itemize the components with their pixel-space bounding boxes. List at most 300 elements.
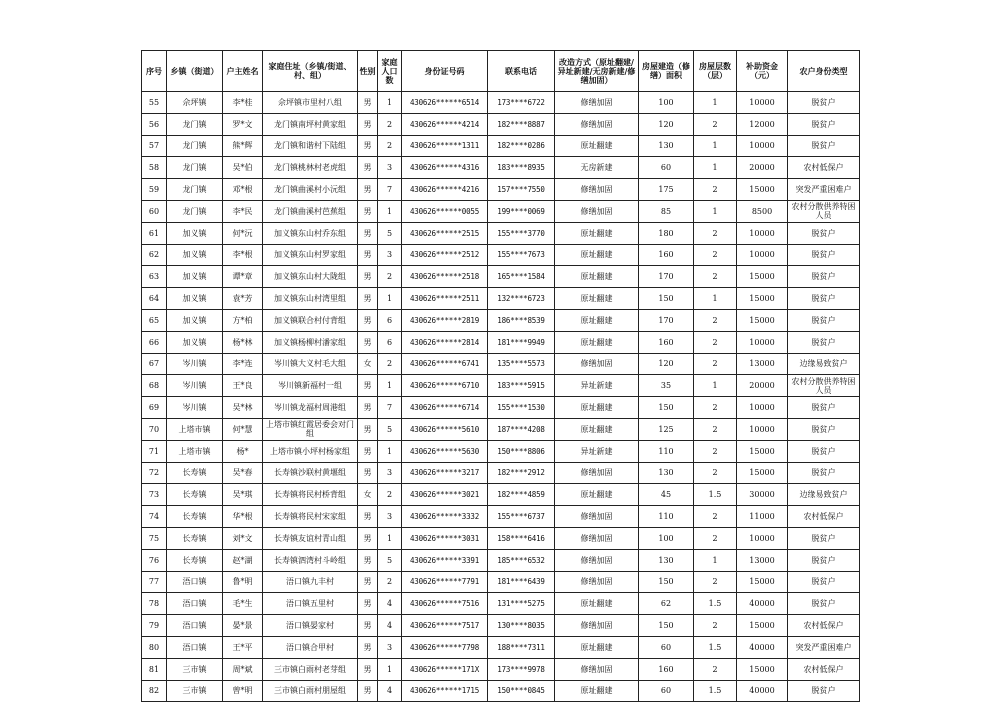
cell-subsidy: 15000 <box>737 440 788 462</box>
cell-town: 长寿镇 <box>167 527 223 549</box>
cell-area: 125 <box>639 418 694 440</box>
cell-address: 佘坪镇市里村八组 <box>263 92 358 114</box>
cell-floors: 1.5 <box>694 593 737 615</box>
cell-method: 异址新建 <box>555 375 639 397</box>
cell-area: 45 <box>639 484 694 506</box>
table-row <box>142 615 860 637</box>
table-header <box>142 51 860 92</box>
cell-address: 浯口镇合甲村 <box>263 636 358 658</box>
cell-town: 浯口镇 <box>167 636 223 658</box>
cell-name: 邓*根 <box>223 179 263 201</box>
cell-identity: 脱贫户 <box>788 527 860 549</box>
cell-no: 82 <box>142 680 167 702</box>
table-row <box>142 92 860 114</box>
cell-name: 周*斌 <box>223 658 263 680</box>
cell-household-size: 2 <box>378 353 402 375</box>
cell-no: 64 <box>142 288 167 310</box>
cell-floors: 2 <box>694 266 737 288</box>
cell-identity: 脱贫户 <box>788 331 860 353</box>
cell-name: 华*根 <box>223 506 263 528</box>
cell-identity: 农村低保户 <box>788 506 860 528</box>
cell-floors: 2 <box>694 418 737 440</box>
cell-id-no: 430626******2512 <box>402 244 488 266</box>
cell-town: 三市镇 <box>167 658 223 680</box>
cell-town: 浯口镇 <box>167 571 223 593</box>
cell-address: 三市镇白雨村朋屋组 <box>263 680 358 702</box>
cell-area: 175 <box>639 179 694 201</box>
cell-household-size: 1 <box>378 375 402 397</box>
cell-identity: 脱贫户 <box>788 593 860 615</box>
cell-floors: 1 <box>694 135 737 157</box>
cell-gender: 男 <box>358 200 378 222</box>
cell-method: 原址翻建 <box>555 680 639 702</box>
cell-phone: 155****1530 <box>488 397 555 419</box>
cell-address: 上塔市镇红霞居委会对门组 <box>263 418 358 440</box>
cell-area: 130 <box>639 549 694 571</box>
cell-identity: 脱贫户 <box>788 397 860 419</box>
cell-identity: 脱贫户 <box>788 113 860 135</box>
cell-id-no: 430626******2515 <box>402 222 488 244</box>
cell-phone: 155****7673 <box>488 244 555 266</box>
cell-id-no: 430626******7798 <box>402 636 488 658</box>
cell-identity: 脱贫户 <box>788 92 860 114</box>
cell-subsidy: 12000 <box>737 113 788 135</box>
cell-floors: 1 <box>694 92 737 114</box>
cell-floors: 1.5 <box>694 484 737 506</box>
col-header-address: 家庭住址（乡镇/街道、村、组） <box>263 51 358 92</box>
cell-household-size: 5 <box>378 222 402 244</box>
cell-identity: 脱贫户 <box>788 135 860 157</box>
cell-floors: 1.5 <box>694 636 737 658</box>
cell-address: 岑川镇大义村毛大组 <box>263 353 358 375</box>
cell-identity: 突发严重困难户 <box>788 636 860 658</box>
cell-floors: 2 <box>694 462 737 484</box>
cell-method: 无房新建 <box>555 157 639 179</box>
col-header-phone: 联系电话 <box>488 51 555 92</box>
cell-area: 130 <box>639 462 694 484</box>
cell-name: 李*根 <box>223 244 263 266</box>
cell-id-no: 430626******3391 <box>402 549 488 571</box>
cell-address: 岑川镇龙福村周港组 <box>263 397 358 419</box>
cell-subsidy: 15000 <box>737 309 788 331</box>
cell-phone: 173****9978 <box>488 658 555 680</box>
cell-name: 王*平 <box>223 636 263 658</box>
cell-no: 78 <box>142 593 167 615</box>
cell-town: 长寿镇 <box>167 462 223 484</box>
cell-method: 原址翻建 <box>555 266 639 288</box>
cell-id-no: 430626******3031 <box>402 527 488 549</box>
col-header-identity: 农户身份类型 <box>788 51 860 92</box>
table-row <box>142 222 860 244</box>
cell-address: 加义镇东山村罗家组 <box>263 244 358 266</box>
cell-household-size: 2 <box>378 266 402 288</box>
cell-area: 130 <box>639 135 694 157</box>
table-row <box>142 418 860 440</box>
cell-phone: 155****6737 <box>488 506 555 528</box>
cell-town: 加义镇 <box>167 222 223 244</box>
cell-subsidy: 20000 <box>737 157 788 179</box>
table-row <box>142 571 860 593</box>
table-row <box>142 244 860 266</box>
cell-phone: 135****5573 <box>488 353 555 375</box>
cell-gender: 男 <box>358 309 378 331</box>
cell-town: 加义镇 <box>167 288 223 310</box>
cell-floors: 1 <box>694 288 737 310</box>
cell-address: 浯口镇九丰村 <box>263 571 358 593</box>
cell-area: 62 <box>639 593 694 615</box>
cell-gender: 男 <box>358 571 378 593</box>
table-row <box>142 288 860 310</box>
cell-household-size: 4 <box>378 615 402 637</box>
cell-no: 73 <box>142 484 167 506</box>
cell-gender: 男 <box>358 397 378 419</box>
cell-subsidy: 10000 <box>737 222 788 244</box>
cell-identity: 脱贫户 <box>788 309 860 331</box>
cell-id-no: 430626******5610 <box>402 418 488 440</box>
cell-id-no: 430626******6514 <box>402 92 488 114</box>
cell-subsidy: 13000 <box>737 549 788 571</box>
cell-name: 鲁*明 <box>223 571 263 593</box>
cell-subsidy: 10000 <box>737 92 788 114</box>
cell-area: 160 <box>639 331 694 353</box>
cell-household-size: 3 <box>378 244 402 266</box>
cell-gender: 男 <box>358 113 378 135</box>
cell-identity: 边缘易致贫户 <box>788 484 860 506</box>
cell-no: 72 <box>142 462 167 484</box>
cell-subsidy: 10000 <box>737 331 788 353</box>
cell-address: 龙门镇桃林村老虎组 <box>263 157 358 179</box>
cell-floors: 2 <box>694 244 737 266</box>
cell-method: 修缮加固 <box>555 113 639 135</box>
cell-method: 原址翻建 <box>555 636 639 658</box>
cell-gender: 男 <box>358 179 378 201</box>
cell-floors: 2 <box>694 571 737 593</box>
cell-id-no: 430626******7517 <box>402 615 488 637</box>
cell-id-no: 430626******1311 <box>402 135 488 157</box>
cell-id-no: 430626******3021 <box>402 484 488 506</box>
cell-identity: 脱贫户 <box>788 571 860 593</box>
cell-method: 修缮加固 <box>555 658 639 680</box>
cell-floors: 1.5 <box>694 680 737 702</box>
cell-identity: 农村低保户 <box>788 157 860 179</box>
cell-area: 60 <box>639 636 694 658</box>
cell-subsidy: 10000 <box>737 135 788 157</box>
cell-subsidy: 15000 <box>737 179 788 201</box>
table-row <box>142 440 860 462</box>
cell-town: 岑川镇 <box>167 353 223 375</box>
cell-household-size: 5 <box>378 549 402 571</box>
cell-no: 58 <box>142 157 167 179</box>
cell-method: 修缮加固 <box>555 549 639 571</box>
cell-identity: 脱贫户 <box>788 288 860 310</box>
cell-household-size: 6 <box>378 309 402 331</box>
cell-no: 79 <box>142 615 167 637</box>
cell-id-no: 430626******3217 <box>402 462 488 484</box>
cell-name: 何*慧 <box>223 418 263 440</box>
cell-phone: 183****5915 <box>488 375 555 397</box>
cell-subsidy: 15000 <box>737 462 788 484</box>
cell-area: 170 <box>639 309 694 331</box>
cell-phone: 132****6723 <box>488 288 555 310</box>
table-row <box>142 179 860 201</box>
cell-id-no: 430626******4316 <box>402 157 488 179</box>
cell-no: 59 <box>142 179 167 201</box>
cell-name: 杨* <box>223 440 263 462</box>
cell-household-size: 6 <box>378 331 402 353</box>
cell-id-no: 430626******4214 <box>402 113 488 135</box>
cell-floors: 2 <box>694 222 737 244</box>
cell-method: 修缮加固 <box>555 571 639 593</box>
col-header-floors: 房屋层数（层） <box>694 51 737 92</box>
cell-town: 岑川镇 <box>167 397 223 419</box>
cell-id-no: 430626******6714 <box>402 397 488 419</box>
cell-name: 袁*芳 <box>223 288 263 310</box>
cell-town: 加义镇 <box>167 244 223 266</box>
cell-subsidy: 15000 <box>737 615 788 637</box>
cell-household-size: 7 <box>378 397 402 419</box>
cell-name: 罗*文 <box>223 113 263 135</box>
cell-method: 原址翻建 <box>555 331 639 353</box>
cell-identity: 脱贫户 <box>788 549 860 571</box>
cell-phone: 182****0286 <box>488 135 555 157</box>
cell-floors: 1 <box>694 157 737 179</box>
cell-household-size: 2 <box>378 135 402 157</box>
cell-gender: 男 <box>358 92 378 114</box>
cell-gender: 女 <box>358 484 378 506</box>
cell-identity: 脱贫户 <box>788 222 860 244</box>
cell-id-no: 430626******6710 <box>402 375 488 397</box>
cell-phone: 173****6722 <box>488 92 555 114</box>
cell-identity: 农村低保户 <box>788 615 860 637</box>
table-row <box>142 353 860 375</box>
cell-method: 原址翻建 <box>555 244 639 266</box>
cell-method: 修缮加固 <box>555 200 639 222</box>
cell-floors: 1 <box>694 200 737 222</box>
cell-gender: 男 <box>358 440 378 462</box>
table-row <box>142 113 860 135</box>
cell-subsidy: 15000 <box>737 571 788 593</box>
subsidy-table-sheet <box>141 50 859 702</box>
cell-no: 71 <box>142 440 167 462</box>
cell-area: 150 <box>639 288 694 310</box>
cell-floors: 2 <box>694 331 737 353</box>
cell-id-no: 430626******4216 <box>402 179 488 201</box>
cell-id-no: 430626******171X <box>402 658 488 680</box>
cell-name: 毛*生 <box>223 593 263 615</box>
cell-subsidy: 10000 <box>737 418 788 440</box>
cell-gender: 男 <box>358 331 378 353</box>
cell-household-size: 1 <box>378 200 402 222</box>
cell-address: 加义镇联合村付背组 <box>263 309 358 331</box>
cell-gender: 男 <box>358 593 378 615</box>
cell-name: 李*连 <box>223 353 263 375</box>
cell-household-size: 7 <box>378 179 402 201</box>
cell-floors: 1 <box>694 549 737 571</box>
cell-gender: 男 <box>358 222 378 244</box>
cell-phone: 188****7311 <box>488 636 555 658</box>
cell-address: 加义镇东山村乔东组 <box>263 222 358 244</box>
cell-method: 原址翻建 <box>555 309 639 331</box>
cell-phone: 130****8035 <box>488 615 555 637</box>
cell-gender: 男 <box>358 418 378 440</box>
cell-method: 原址翻建 <box>555 135 639 157</box>
cell-phone: 181****9949 <box>488 331 555 353</box>
cell-address: 长寿镇将民村桥背组 <box>263 484 358 506</box>
cell-floors: 1 <box>694 375 737 397</box>
cell-no: 62 <box>142 244 167 266</box>
cell-method: 原址翻建 <box>555 288 639 310</box>
cell-address: 龙门镇和谐村下陆组 <box>263 135 358 157</box>
cell-no: 61 <box>142 222 167 244</box>
cell-no: 76 <box>142 549 167 571</box>
cell-gender: 男 <box>358 506 378 528</box>
cell-gender: 男 <box>358 527 378 549</box>
cell-floors: 2 <box>694 506 737 528</box>
cell-subsidy: 10000 <box>737 397 788 419</box>
cell-address: 长寿镇友谊村青山组 <box>263 527 358 549</box>
cell-area: 180 <box>639 222 694 244</box>
table-row <box>142 506 860 528</box>
cell-town: 龙门镇 <box>167 200 223 222</box>
col-header-household-size: 家庭人口数 <box>378 51 402 92</box>
cell-subsidy: 40000 <box>737 680 788 702</box>
cell-floors: 2 <box>694 527 737 549</box>
cell-no: 77 <box>142 571 167 593</box>
cell-floors: 2 <box>694 179 737 201</box>
cell-name: 李*民 <box>223 200 263 222</box>
cell-id-no: 430626******2518 <box>402 266 488 288</box>
cell-subsidy: 40000 <box>737 593 788 615</box>
cell-area: 100 <box>639 527 694 549</box>
cell-name: 王*良 <box>223 375 263 397</box>
cell-gender: 男 <box>358 615 378 637</box>
cell-phone: 185****6532 <box>488 549 555 571</box>
cell-id-no: 430626******0055 <box>402 200 488 222</box>
cell-town: 浯口镇 <box>167 615 223 637</box>
cell-address: 浯口镇晏家村 <box>263 615 358 637</box>
cell-id-no: 430626******1715 <box>402 680 488 702</box>
cell-town: 长寿镇 <box>167 506 223 528</box>
cell-no: 68 <box>142 375 167 397</box>
table-row <box>142 680 860 702</box>
cell-town: 龙门镇 <box>167 157 223 179</box>
cell-phone: 199****0069 <box>488 200 555 222</box>
cell-phone: 182****2912 <box>488 462 555 484</box>
cell-subsidy: 30000 <box>737 484 788 506</box>
cell-method: 修缮加固 <box>555 179 639 201</box>
cell-name: 曾*明 <box>223 680 263 702</box>
cell-no: 81 <box>142 658 167 680</box>
cell-no: 75 <box>142 527 167 549</box>
cell-identity: 脱贫户 <box>788 418 860 440</box>
cell-method: 原址翻建 <box>555 397 639 419</box>
cell-no: 80 <box>142 636 167 658</box>
cell-method: 原址翻建 <box>555 222 639 244</box>
cell-name: 吴*琪 <box>223 484 263 506</box>
cell-gender: 男 <box>358 680 378 702</box>
cell-floors: 2 <box>694 397 737 419</box>
table-row <box>142 266 860 288</box>
cell-method: 原址翻建 <box>555 418 639 440</box>
cell-phone: 155****3770 <box>488 222 555 244</box>
cell-address: 龙门镇南坪村黄家组 <box>263 113 358 135</box>
cell-gender: 男 <box>358 244 378 266</box>
cell-town: 加义镇 <box>167 309 223 331</box>
table-row <box>142 375 860 397</box>
cell-identity: 脱贫户 <box>788 680 860 702</box>
cell-area: 120 <box>639 353 694 375</box>
cell-name: 吴*春 <box>223 462 263 484</box>
table-row <box>142 135 860 157</box>
table-row <box>142 593 860 615</box>
cell-no: 65 <box>142 309 167 331</box>
col-header-area: 房屋建造（修缮）面积 <box>639 51 694 92</box>
cell-floors: 2 <box>694 440 737 462</box>
cell-subsidy: 11000 <box>737 506 788 528</box>
cell-town: 佘坪镇 <box>167 92 223 114</box>
cell-household-size: 3 <box>378 636 402 658</box>
cell-method: 修缮加固 <box>555 462 639 484</box>
cell-no: 70 <box>142 418 167 440</box>
table-row <box>142 309 860 331</box>
table-row <box>142 549 860 571</box>
cell-phone: 182****4859 <box>488 484 555 506</box>
cell-town: 三市镇 <box>167 680 223 702</box>
cell-phone: 183****8935 <box>488 157 555 179</box>
cell-phone: 150****8806 <box>488 440 555 462</box>
cell-identity: 脱贫户 <box>788 244 860 266</box>
cell-name: 李*桂 <box>223 92 263 114</box>
cell-area: 60 <box>639 680 694 702</box>
cell-household-size: 2 <box>378 571 402 593</box>
cell-subsidy: 10000 <box>737 527 788 549</box>
cell-method: 修缮加固 <box>555 506 639 528</box>
cell-phone: 182****8887 <box>488 113 555 135</box>
cell-gender: 男 <box>358 636 378 658</box>
cell-identity: 脱贫户 <box>788 266 860 288</box>
cell-id-no: 430626******2814 <box>402 331 488 353</box>
cell-household-size: 1 <box>378 92 402 114</box>
cell-household-size: 3 <box>378 506 402 528</box>
cell-subsidy: 8500 <box>737 200 788 222</box>
cell-identity: 突发严重困难户 <box>788 179 860 201</box>
cell-name: 方*柏 <box>223 309 263 331</box>
cell-household-size: 3 <box>378 462 402 484</box>
col-header-no: 序号 <box>142 51 167 92</box>
cell-household-size: 1 <box>378 658 402 680</box>
cell-household-size: 2 <box>378 484 402 506</box>
cell-name: 晏*景 <box>223 615 263 637</box>
cell-town: 长寿镇 <box>167 549 223 571</box>
cell-gender: 男 <box>358 266 378 288</box>
table-row <box>142 397 860 419</box>
cell-household-size: 1 <box>378 527 402 549</box>
cell-phone: 150****0845 <box>488 680 555 702</box>
cell-name: 吴*伯 <box>223 157 263 179</box>
cell-no: 74 <box>142 506 167 528</box>
col-header-id-no: 身份证号码 <box>402 51 488 92</box>
cell-identity: 农村分散供养特困人员 <box>788 200 860 222</box>
cell-method: 修缮加固 <box>555 615 639 637</box>
cell-phone: 181****6439 <box>488 571 555 593</box>
col-header-town: 乡镇（街道） <box>167 51 223 92</box>
cell-area: 150 <box>639 571 694 593</box>
cell-address: 加义镇杨柳村潘家组 <box>263 331 358 353</box>
cell-subsidy: 40000 <box>737 636 788 658</box>
cell-identity: 农村低保户 <box>788 658 860 680</box>
col-header-name: 户主姓名 <box>223 51 263 92</box>
cell-area: 150 <box>639 397 694 419</box>
